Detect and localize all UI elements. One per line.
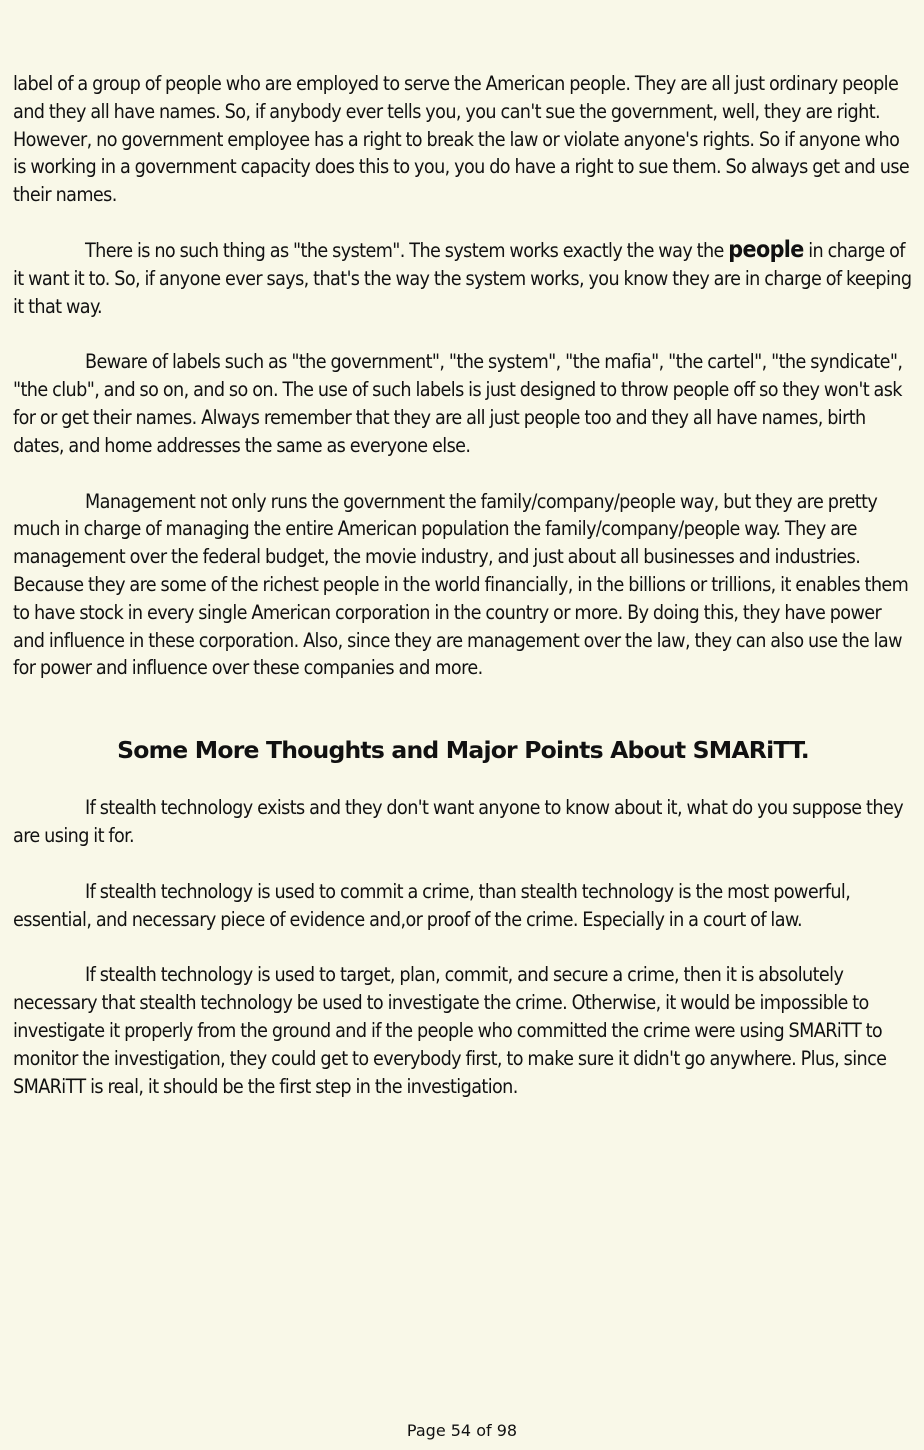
section-heading: Some More Thoughts and Major Points About SMARiTT. [117, 736, 809, 765]
paragraph-stealth-exists: If stealth technology exists and they don't want anyone to know about it, what do you suppose they are using it for. [13, 796, 904, 847]
paragraph-government-names: label of a group of people who are employed to serve the American people. They are all just ordinary people and they all have names. So, if anybody ever tells you, you can't sue the government, well, they are right. However, no government employee has a right to break the law or violate anyone's rights. So if anyone who is working in a government capacity does this to you, you do have a right to sue them. So always get and use their names. [13, 72, 910, 207]
emphasized-word: people [728, 236, 804, 263]
paragraph-the-system [13, 237, 913, 320]
document-page [13, 70, 913, 1128]
paragraph-stealth-investigate: If stealth technology is used to target, plan, commit, and secure a crime, then it is absolutely necessary that stealth technology be used to investigate the crime. Otherwise, it would be impossible to investigate it properly from the ground and if the people who committed the crime were using SMARiTT to monitor the investigation, they could get to everybody first, to make sure it didn't go anywhere. Plus, since SMARiTT is real, it should be the first step in the investigation. [13, 963, 887, 1098]
paragraph-stealth-evidence: If stealth technology is used to commit a crime, than stealth technology is the most powerful, essential, and necessary piece of evidence and,or proof of the crime. Especially in a court of law. [13, 879, 851, 931]
paragraph-text: There is no such thing as "the system". The system works exactly the way the [85, 238, 729, 262]
paragraph-text: in charge of it want it to. So, if anyone ever says, that's the way the system works, you know they are in charge of keeping it that way. [13, 238, 912, 318]
paragraph-beware-labels: Beware of labels such as "the government", "the system", "the mafia", "the cartel", "the syndicate", "the club", and so on, and so on. The use of such labels is just designed to throw people off so they won't ask for or get their names. Always remember that they are all just people too and they all have names, birth dates, and home addresses the same as everyone else. [13, 350, 903, 457]
page-number: Page 54 of 98 [406, 1421, 518, 1440]
paragraph-management: Management not only runs the government the family/company/people way, but they are pretty much in charge of managing the entire American population the family/company/people way. They are management over the federal budget, the movie industry, and just about all businesses and industries. Because they are some of the richest people in the world financially, in the billions or trillions, it enables them to have stock in every single American corporation in the country or more. By doing this, they have power and influence in these corporation. Also, since they are management over the law, they can also use the law for power and influence over these companies and more. [13, 489, 909, 680]
